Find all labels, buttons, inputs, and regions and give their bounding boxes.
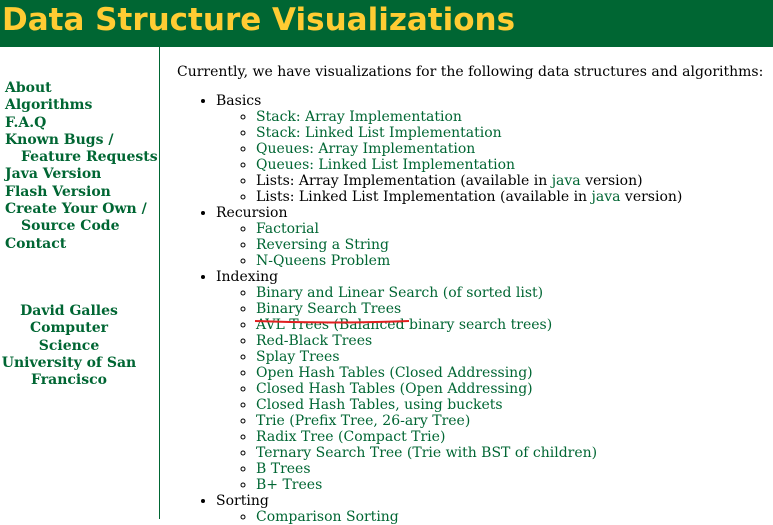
- list-item: [256, 253, 763, 269]
- list-item: [256, 413, 763, 429]
- list-item: [256, 285, 763, 301]
- author-line: Computer Science: [29, 320, 108, 354]
- category-items: [216, 109, 763, 205]
- visualization-link[interactable]: AVL Trees (Balanced binary search trees): [256, 317, 553, 333]
- visualization-link[interactable]: Radix Tree (Compact Trie): [256, 429, 446, 445]
- list-item: [256, 509, 763, 525]
- category-title: Recursion: [216, 205, 288, 221]
- nav-link-label: Known Bugs /: [5, 131, 114, 148]
- category-basics: [216, 93, 763, 205]
- list-item: [256, 461, 763, 477]
- list-item: [256, 237, 763, 253]
- nav-link-label: Flash Version: [5, 183, 111, 200]
- category-indexing: [216, 269, 763, 493]
- list-item: [256, 141, 763, 157]
- java-link[interactable]: java: [551, 173, 581, 189]
- page-header: [0, 0, 773, 47]
- visualization-link[interactable]: Red-Black Trees: [256, 333, 373, 349]
- nav-link-label: Source Code: [21, 218, 120, 235]
- author-info: [0, 303, 138, 389]
- list-item: [256, 429, 763, 445]
- main-content: [177, 64, 763, 525]
- visualization-link[interactable]: Splay Trees: [256, 349, 340, 365]
- list-item: [256, 397, 763, 413]
- visualization-link[interactable]: Stack: Linked List Implementation: [256, 125, 502, 141]
- visualization-link[interactable]: B Trees: [256, 461, 311, 477]
- nav-about[interactable]: [5, 80, 158, 97]
- nav-create-your-own[interactable]: [5, 201, 158, 236]
- list-item: [256, 333, 763, 349]
- visualization-link[interactable]: Reversing a String: [256, 237, 389, 253]
- page-title: Data Structure Visualizations: [2, 2, 516, 38]
- nav-link-label: Algorithms: [5, 97, 93, 114]
- list-item: [256, 349, 763, 365]
- visualization-link[interactable]: Queues: Linked List Implementation: [256, 157, 516, 173]
- item-text: Lists: Array Implementation (available in: [256, 173, 552, 189]
- sidebar: [0, 47, 160, 519]
- list-item: [256, 125, 763, 141]
- list-item: [256, 109, 763, 125]
- category-sorting: [216, 493, 763, 525]
- visualization-link[interactable]: B+ Trees: [256, 477, 323, 493]
- item-text-tail: version): [580, 173, 643, 189]
- sidebar-nav: [5, 80, 158, 253]
- category-items: [216, 221, 763, 269]
- category-recursion: [216, 205, 763, 269]
- visualization-link[interactable]: N-Queens Problem: [256, 253, 391, 269]
- visualization-link[interactable]: Queues: Array Implementation: [256, 141, 476, 157]
- nav-link-label: F.A.Q: [5, 114, 47, 131]
- author-line: University of San: [1, 354, 137, 371]
- author-line: David Galles: [20, 303, 118, 319]
- java-link[interactable]: java: [591, 189, 621, 205]
- nav-java-version[interactable]: [5, 166, 158, 183]
- category-title: Basics: [216, 93, 262, 109]
- list-item: [256, 189, 763, 205]
- list-item: [256, 477, 763, 493]
- visualization-link[interactable]: Ternary Search Tree (Trie with BST of children): [256, 445, 598, 461]
- visualization-link[interactable]: Factorial: [256, 221, 319, 237]
- author-line: Francisco: [31, 372, 107, 389]
- nav-link-label: About: [5, 80, 52, 96]
- list-item: [256, 157, 763, 173]
- nav-link-label: Feature Requests: [21, 149, 158, 166]
- visualization-link[interactable]: Closed Hash Tables, using buckets: [256, 397, 503, 413]
- visualization-link[interactable]: Binary and Linear Search (of sorted list): [256, 285, 544, 301]
- visualization-link[interactable]: Comparison Sorting: [256, 509, 399, 525]
- intro-text: Currently, we have visualizations for the following data structures and algorithms:: [177, 64, 764, 80]
- category-title: Sorting: [216, 493, 269, 509]
- category-title: Indexing: [216, 269, 279, 285]
- item-text-tail: version): [620, 189, 683, 205]
- nav-link-label: Contact: [5, 235, 67, 252]
- list-item: [256, 381, 763, 397]
- visualization-link[interactable]: Binary Search Trees: [256, 301, 402, 317]
- category-items: [216, 285, 763, 493]
- nav-link-label: Java Version: [5, 166, 102, 183]
- category-list: [177, 93, 763, 525]
- item-text: Lists: Linked List Implementation (available in: [256, 189, 592, 205]
- nav-flash-version[interactable]: [5, 184, 158, 201]
- visualization-link[interactable]: Open Hash Tables (Closed Addressing): [256, 365, 533, 381]
- visualization-link[interactable]: Stack: Array Implementation: [256, 109, 462, 125]
- list-item: [256, 445, 763, 461]
- list-item: [256, 365, 763, 381]
- nav-faq[interactable]: [5, 115, 158, 132]
- visualization-link[interactable]: Trie (Prefix Tree, 26-ary Tree): [256, 413, 471, 429]
- list-item: [256, 301, 763, 317]
- nav-link-label: Create Your Own /: [5, 201, 147, 218]
- category-items: [216, 509, 763, 525]
- red-underline-annotation: [254, 319, 410, 324]
- nav-algorithms[interactable]: [5, 97, 158, 114]
- list-item: [256, 173, 763, 189]
- visualization-link[interactable]: Closed Hash Tables (Open Addressing): [256, 381, 533, 397]
- list-item: [256, 221, 763, 237]
- nav-known-bugs[interactable]: [5, 132, 158, 167]
- nav-contact[interactable]: [5, 236, 158, 253]
